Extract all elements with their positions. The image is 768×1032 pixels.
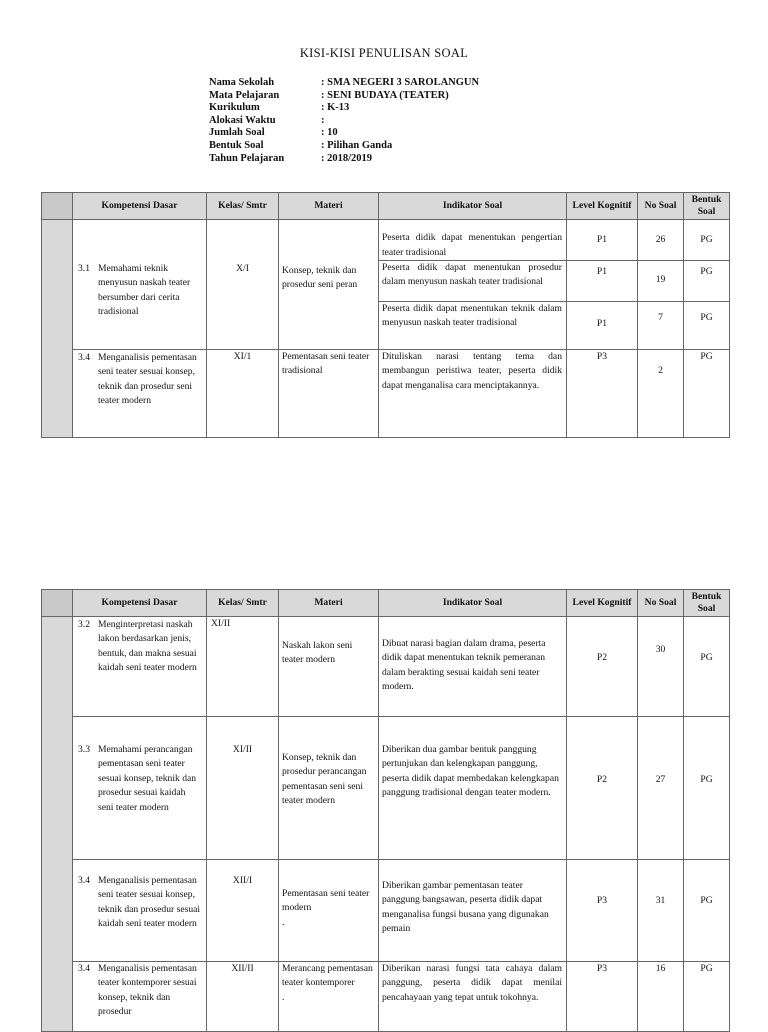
materi-cell: Pementasan seni teater tradisional	[279, 350, 379, 438]
info-value: : 2018/2019	[321, 152, 373, 164]
kelas-cell: XII/I	[207, 860, 279, 962]
header-kd: Kompetensi Dasar	[73, 193, 207, 220]
kelas-cell: XI/II	[207, 717, 279, 860]
bentuk-cell: PG	[684, 350, 730, 438]
info-value: : SENI BUDAYA (TEATER)	[321, 89, 449, 101]
info-label: Tahun Pelajaran	[209, 152, 285, 164]
materi-cell	[279, 860, 379, 962]
kd-text: Menginterpretasi naskah lakon berdasarkan jenis, bentuk, dan makna sesuai kaidah seni teater modern	[98, 619, 197, 674]
level-cell: P2	[567, 717, 638, 860]
materi-text: Merancang pementasan teater kontemporer	[282, 963, 373, 989]
kd-cell	[73, 220, 207, 350]
table-header-row	[42, 590, 730, 617]
kd-number: 3.4	[78, 352, 90, 363]
no-soal-cell: 30	[638, 617, 684, 717]
kd-cell	[73, 860, 207, 962]
table-header-row	[42, 193, 730, 220]
info-value: : 10	[321, 127, 338, 139]
header-level: Level Kognitif	[567, 193, 638, 220]
kd-text: Menganalisis pementasan seni teater sesuai konsep, teknik dan prosedur seni teater modern	[98, 352, 197, 407]
no-soal-cell: 31	[638, 860, 684, 962]
materi-cell: Konsep, teknik dan prosedur seni peran	[279, 220, 379, 350]
kd-text: Memahami teknik menyusun naskah teater bersumber dari cerita tradisional	[98, 263, 191, 318]
info-row-count	[209, 127, 479, 140]
level-cell: P3	[567, 860, 638, 962]
no-soal-cell: 16	[638, 962, 684, 1032]
bentuk-cell: PG	[684, 617, 730, 717]
kd-cell	[73, 962, 207, 1032]
info-value: : K-13	[321, 102, 350, 114]
document-title: KISI-KISI PENULISAN SOAL	[299, 46, 469, 60]
kd-cell	[73, 617, 207, 717]
bentuk-cell: PG	[684, 860, 730, 962]
level-cell: P1	[567, 261, 638, 302]
kd-number: 3.1	[78, 263, 90, 274]
header-indikator: Indikator Soal	[379, 193, 567, 220]
bentuk-cell: PG	[684, 302, 730, 350]
kelas-cell: XI/1	[207, 350, 279, 438]
kelas-cell: XI/II	[207, 617, 279, 717]
level-cell: P1	[567, 302, 638, 350]
info-row-form	[209, 140, 479, 153]
table-row	[42, 617, 730, 717]
kelas-cell: XII/II	[207, 962, 279, 1032]
indikator-cell: Peserta didik dapat menentukan pengertian teater tradisional	[379, 220, 567, 261]
header-blank	[42, 590, 73, 617]
header-blank	[42, 193, 73, 220]
header-materi: Materi	[279, 193, 379, 220]
question-grid-table-2	[41, 589, 730, 1032]
info-label: Nama Sekolah	[209, 77, 275, 88]
info-row-school	[209, 77, 479, 90]
materi-extra: .	[282, 916, 285, 928]
info-value: : Pilihan Ganda	[321, 139, 393, 151]
header-bentuk: Bentuk Soal	[684, 590, 730, 617]
side-shade-cell	[42, 220, 73, 438]
info-row-time	[209, 115, 479, 128]
question-grid-table-1	[41, 192, 730, 438]
kd-number: 3.4	[78, 963, 90, 974]
info-row-year	[209, 153, 479, 166]
header-materi: Materi	[279, 590, 379, 617]
materi-cell	[279, 962, 379, 1032]
info-label: Jumlah Soal	[209, 127, 265, 139]
kd-number: 3.4	[78, 875, 90, 886]
header-no: No Soal	[638, 590, 684, 617]
level-cell: P1	[567, 220, 638, 261]
level-cell: P2	[567, 617, 638, 717]
info-label: Alokasi Waktu	[209, 114, 276, 126]
kd-cell	[73, 717, 207, 860]
document-info	[209, 77, 479, 165]
no-soal-cell: 2	[638, 350, 684, 438]
table-row	[42, 220, 730, 261]
table-row	[42, 860, 730, 962]
table-row	[42, 962, 730, 1032]
kelas-cell: X/I	[207, 220, 279, 350]
kd-cell	[73, 350, 207, 438]
level-cell: P3	[567, 962, 638, 1032]
bentuk-cell: PG	[684, 261, 730, 302]
header-bentuk: Bentuk Soal	[684, 193, 730, 220]
header-indikator: Indikator Soal	[379, 590, 567, 617]
bentuk-cell: PG	[684, 717, 730, 860]
bentuk-cell: PG	[684, 220, 730, 261]
materi-text: Pementasan seni teater modern	[282, 888, 370, 914]
indikator-cell: Diberikan narasi fungsi tata cahaya dalam panggung, peserta didik dapat menilai pencahayaan yang tepat untuk tokohnya.	[379, 962, 567, 1032]
table-row	[42, 350, 730, 438]
header-kelas: Kelas/ Smtr	[207, 193, 279, 220]
header-kd: Kompetensi Dasar	[73, 590, 207, 617]
info-value: : SMA NEGERI 3 SAROLANGUN	[321, 77, 480, 88]
side-shade-cell	[42, 617, 73, 1032]
info-label: Bentuk Soal	[209, 139, 264, 151]
indikator-cell: Peserta didik dapat menentukan prosedur dalam menyusun naskah teater tradisional	[379, 261, 567, 302]
info-label: Kurikulum	[209, 102, 260, 114]
indikator-cell: Diberikan dua gambar bentuk panggung pertunjukan dan kelengkapan panggung, peserta didik dapat membedakan kelengkapan panggung tradisional dengan teater modern.	[379, 717, 567, 860]
info-value: :	[321, 114, 325, 126]
indikator-cell: Diberikan gambar pementasan teater panggung bangsawan, peserta didik dapat menganalisa fungsi busana yang digunakan pemain	[379, 860, 567, 962]
kd-number: 3.2	[78, 619, 90, 630]
materi-extra: .	[282, 991, 285, 1003]
no-soal-cell: 7	[638, 302, 684, 350]
indikator-cell: Peserta didik dapat menentukan teknik dalam menyusun naskah teater tradisional	[379, 302, 567, 350]
info-row-curriculum	[209, 102, 479, 115]
indikator-cell: Dibuat narasi bagian dalam drama, peserta didik dapat menentukan teknik pemeranan dalam berakting sesuai kaidah seni teater modern.	[379, 617, 567, 717]
bentuk-cell: PG	[684, 962, 730, 1032]
no-soal-cell: 19	[638, 261, 684, 302]
kd-text: Menganalisis pementasan seni teater sesuai konsep, teknik dan prosedur sesuai kaidah seni teater modern	[98, 875, 201, 930]
header-level: Level Kognitif	[567, 590, 638, 617]
info-label: Mata Pelajaran	[209, 89, 280, 101]
level-cell: P3	[567, 350, 638, 438]
no-soal-cell: 26	[638, 220, 684, 261]
table-row	[42, 717, 730, 860]
materi-cell: Naskah lakon seni teater modern	[279, 617, 379, 717]
header-kelas: Kelas/ Smtr	[207, 590, 279, 617]
no-soal-cell: 27	[638, 717, 684, 860]
info-row-subject	[209, 90, 479, 103]
materi-cell: Konsep, teknik dan prosedur perancangan pementasan seni seni teater modern	[279, 717, 379, 860]
kd-text: Memahami perancangan pementasan seni teater sesuai konsep, teknik dan prosedur sesuai kaidah seni teater modern	[98, 744, 197, 813]
kd-number: 3.3	[78, 744, 90, 755]
header-no: No Soal	[638, 193, 684, 220]
indikator-cell: Dituliskan narasi tentang tema dan membangun peristiwa teater, peserta didik dapat menganalisa cara menciptakannya.	[379, 350, 567, 438]
kd-text: Menganalisis pementasan teater kontemporer sesuai konsep, teknik dan prosedur	[98, 963, 197, 1018]
